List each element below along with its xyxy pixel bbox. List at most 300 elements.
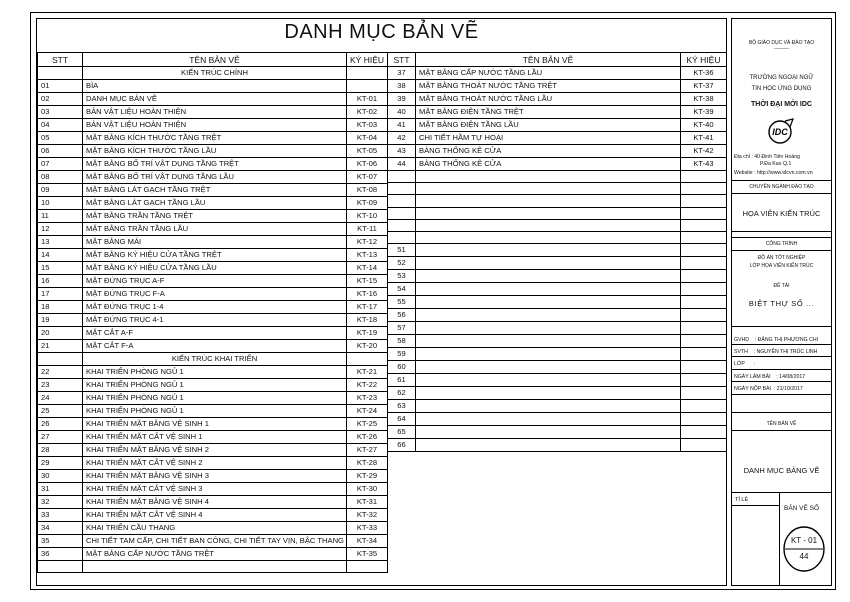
row-name: BẢN VẬT LIỆU HOÀN THIỆN: [83, 119, 347, 132]
lop-row: LỚP :: [734, 361, 755, 367]
row-name: BẢNG THỐNG KÊ CỬA: [416, 158, 681, 171]
row-code: KT-14: [347, 262, 388, 275]
table-row: [388, 400, 727, 413]
table-row: [38, 483, 388, 496]
table-row: [38, 327, 388, 340]
project-line-1: ĐỒ ÁN TỐT NGHIỆP: [757, 255, 806, 261]
row-code: [681, 219, 727, 231]
table-row: [38, 470, 388, 483]
row-name: BẢN VẬT LIỆU HOÀN THIỆN: [83, 106, 347, 119]
row-stt: [388, 207, 416, 219]
row-name: DANH MỤC BẢN VẼ: [83, 93, 347, 106]
table-row: [38, 67, 388, 80]
row-code: KT-13: [347, 249, 388, 262]
row-name: [416, 283, 681, 296]
section-title: KIẾN TRÚC CHÍNH: [83, 67, 347, 80]
row-code: KT-09: [347, 197, 388, 210]
idc-logo: [763, 118, 797, 146]
divider: [779, 492, 780, 586]
row-code: [681, 439, 727, 452]
row-code: KT-21: [347, 366, 388, 379]
logo-text: IDC: [772, 127, 788, 137]
row-code: [681, 361, 727, 374]
header-code: KÝ HIỆU: [347, 53, 388, 67]
row-name: KHAI TRIỂN MẶT CẮT VỆ SINH 4: [83, 509, 347, 522]
row-stt: 08: [38, 171, 83, 184]
drawing-name-label: TÊN BẢN VẼ: [766, 421, 797, 427]
row-stt: 26: [38, 418, 83, 431]
row-code: KT-17: [347, 301, 388, 314]
table-row: [388, 257, 727, 270]
row-code: [681, 244, 727, 257]
divider: [731, 505, 779, 506]
row-name: KHAI TRIỂN MẶT CẮT VỆ SINH 1: [83, 431, 347, 444]
row-name: MẶT BẰNG BỐ TRÍ VẬT DỤNG TẦNG LẦU: [83, 171, 347, 184]
row-code: [681, 270, 727, 283]
header-name: TÊN BẢN VẼ: [416, 53, 681, 67]
table-row: [388, 322, 727, 335]
row-stt: 30: [38, 470, 83, 483]
row-stt: 42: [388, 132, 416, 145]
row-code: KT-43: [681, 158, 727, 171]
divider: [731, 180, 832, 181]
row-name: [416, 426, 681, 439]
row-name: [416, 335, 681, 348]
table-row: [388, 309, 727, 322]
row-name: MẶT BẰNG ĐIỆN TẦNG LẦU: [416, 119, 681, 132]
table-row: [38, 80, 388, 93]
table-row: [38, 301, 388, 314]
row-code: [681, 195, 727, 207]
row-name: MẶT BẰNG KÝ HIỆU CỬA TẦNG LẦU: [83, 262, 347, 275]
table-row: [388, 132, 727, 145]
row-code: KT-29: [347, 470, 388, 483]
divider: [731, 412, 832, 413]
row-stt: 01: [38, 80, 83, 93]
row-code: KT-01: [347, 93, 388, 106]
table-row: [38, 548, 388, 561]
table-row: [38, 93, 388, 106]
row-code: [681, 183, 727, 195]
table-row: [38, 275, 388, 288]
row-stt: 62: [388, 387, 416, 400]
row-name: [416, 270, 681, 283]
row-code: KT-19: [347, 327, 388, 340]
row-code: [681, 426, 727, 439]
row-code: [681, 309, 727, 322]
row-stt: 51: [388, 244, 416, 257]
row-name: [416, 387, 681, 400]
row-name: [416, 183, 681, 195]
gvhd-row: GVHD : ĐẶNG THỊ PHƯƠNG CHI: [734, 337, 819, 343]
row-code: KT-07: [347, 171, 388, 184]
row-code: KT-36: [681, 67, 727, 80]
row-name: CHI TIẾT TAM CẤP, CHI TIẾT BAN CÔNG, CHI TIẾT TAY VỊN, BẬC THANG: [83, 535, 347, 548]
table-row: [38, 262, 388, 275]
row-name: [416, 171, 681, 183]
row-stt: 22: [38, 366, 83, 379]
row-name: KHAI TRIỂN MẶT BẰNG VỆ SINH 2: [83, 444, 347, 457]
row-stt: 55: [388, 296, 416, 309]
divider: [731, 430, 832, 431]
row-stt: 03: [38, 106, 83, 119]
row-name: MẶT BẰNG KÍCH THƯỚC TẦNG LẦU: [83, 145, 347, 158]
project-label: CÔNG TRÌNH: [765, 241, 798, 247]
table-row: [388, 80, 727, 93]
website: Website : http://www.idcvn.com.vn: [734, 170, 813, 176]
row-stt: 31: [38, 483, 83, 496]
row-stt: 28: [38, 444, 83, 457]
row-name: MẶT BẰNG KÍCH THƯỚC TẦNG TRỆT: [83, 132, 347, 145]
table-row: [388, 348, 727, 361]
row-stt: 05: [38, 132, 83, 145]
table-row: [38, 106, 388, 119]
table-row: [388, 158, 727, 171]
row-code: [681, 335, 727, 348]
table-row: [388, 183, 727, 195]
row-code: KT-26: [347, 431, 388, 444]
row-name: MẶT ĐỨNG TRỤC F-A: [83, 288, 347, 301]
address-label: Địa chỉ : 40 Đinh Tiên Hoàng: [734, 154, 801, 160]
row-name: MẶT BẰNG KÝ HIỆU CỬA TẦNG TRỆT: [83, 249, 347, 262]
row-stt: 20: [38, 327, 83, 340]
row-name: [416, 374, 681, 387]
row-code: KT-32: [347, 509, 388, 522]
row-stt: 24: [38, 392, 83, 405]
row-code: KT-38: [681, 93, 727, 106]
divider: [731, 394, 832, 395]
row-code: [681, 387, 727, 400]
row-code: KT-16: [347, 288, 388, 301]
table-row: [38, 197, 388, 210]
row-code: KT-24: [347, 405, 388, 418]
table-row: [38, 210, 388, 223]
table-row: [388, 426, 727, 439]
drawing-list-right: [387, 52, 727, 452]
row-name: [416, 244, 681, 257]
table-row: [38, 379, 388, 392]
divider: [731, 326, 832, 327]
topic-label: ĐỀ TÀI: [773, 283, 790, 289]
divider: [731, 381, 832, 382]
table-row: [38, 340, 388, 353]
row-name: KHAI TRIỂN PHÒNG NGỦ 1: [83, 366, 347, 379]
table-row: [38, 405, 388, 418]
row-code: KT-20: [347, 340, 388, 353]
section-title: KIẾN TRÚC KHAI TRIỂN: [83, 353, 347, 366]
row-stt: 10: [38, 197, 83, 210]
address-line-2: P.Đa Kao Q.1: [760, 161, 792, 167]
row-code: [681, 322, 727, 335]
row-stt: 35: [38, 535, 83, 548]
row-code: KT-03: [347, 119, 388, 132]
table-row: [38, 171, 388, 184]
row-stt: 41: [388, 119, 416, 132]
row-name: [83, 561, 347, 573]
row-code: KT-02: [347, 106, 388, 119]
row-stt: 15: [38, 262, 83, 275]
row-code: [347, 80, 388, 93]
table-row: [38, 288, 388, 301]
table-row: [38, 249, 388, 262]
row-code: KT-34: [347, 535, 388, 548]
row-stt: 27: [38, 431, 83, 444]
row-code: KT-37: [681, 80, 727, 93]
sheet-label: BẢN VẼ SỐ: [784, 505, 820, 512]
table-row: [388, 361, 727, 374]
table-row: [388, 93, 727, 106]
table-row: [388, 106, 727, 119]
row-name: [416, 400, 681, 413]
divider: [731, 492, 832, 493]
table-row: [38, 236, 388, 249]
table-row: [388, 374, 727, 387]
table-row: [388, 219, 727, 231]
divider: [731, 344, 832, 345]
row-code: [681, 231, 727, 243]
row-stt: [38, 561, 83, 573]
table-row: [38, 132, 388, 145]
row-code: KT-40: [681, 119, 727, 132]
row-stt: 58: [388, 335, 416, 348]
table-row: [38, 392, 388, 405]
row-name: MẶT BẰNG LÁT GẠCH TẦNG LẦU: [83, 197, 347, 210]
row-name: BÌA: [83, 80, 347, 93]
row-stt: 36: [38, 548, 83, 561]
row-stt: 43: [388, 145, 416, 158]
school-line-1: TRƯỜNG NGOẠI NGỮ: [749, 75, 814, 81]
row-name: KHAI TRIỂN CẦU THANG: [83, 522, 347, 535]
row-stt: 13: [38, 236, 83, 249]
row-stt: 25: [38, 405, 83, 418]
sheet-total: 44: [799, 552, 809, 561]
school-line-2: TIN HỌC ỨNG DỤNG: [751, 86, 812, 92]
row-code: KT-18: [347, 314, 388, 327]
row-code: KT-25: [347, 418, 388, 431]
table-row: [38, 223, 388, 236]
row-name: KHAI TRIỂN PHÒNG NGỦ 1: [83, 392, 347, 405]
table-row: [388, 145, 727, 158]
svth-row: SVTH : NGUYỄN THỊ TRÚC LINH: [734, 349, 818, 355]
row-name: MẶT BẰNG TRẦN TẦNG TRỆT: [83, 210, 347, 223]
header-code: KÝ HIỆU: [681, 53, 727, 67]
row-stt: 29: [38, 457, 83, 470]
row-stt: [38, 353, 83, 366]
row-name: MẶT BẰNG ĐIỆN TẦNG TRỆT: [416, 106, 681, 119]
divider: [731, 250, 832, 251]
row-stt: [388, 195, 416, 207]
submit-date-row: NGÀY NỘP BÀI : 21/10/2017: [734, 386, 803, 392]
row-name: [416, 257, 681, 270]
row-name: KHAI TRIỂN MẶT CẮT VỆ SINH 2: [83, 457, 347, 470]
row-name: KHAI TRIỂN MẶT BẰNG VỆ SINH 4: [83, 496, 347, 509]
divider: [731, 193, 832, 194]
row-stt: 34: [38, 522, 83, 535]
table-row: [388, 195, 727, 207]
sheet-number-circle: [782, 525, 826, 573]
row-code: [347, 561, 388, 573]
row-code: [681, 413, 727, 426]
divider: [731, 237, 832, 238]
divider: [731, 231, 832, 232]
row-stt: 39: [388, 93, 416, 106]
row-name: KHAI TRIỂN PHÒNG NGỦ 1: [83, 379, 347, 392]
project-line-2: LỚP HỌA VIÊN KIẾN TRÚC: [749, 263, 814, 269]
school-line-3: THỜI ĐẠI MỚI IDC: [751, 101, 812, 108]
row-code: KT-05: [347, 145, 388, 158]
table-row: [38, 353, 388, 366]
row-name: MẶT BẰNG BỐ TRÍ VẬT DỤNG TẦNG TRỆT: [83, 158, 347, 171]
row-code: [681, 374, 727, 387]
row-name: MẶT BẰNG THOÁT NƯỚC TẦNG TRỆT: [416, 80, 681, 93]
row-stt: 12: [38, 223, 83, 236]
row-stt: [388, 219, 416, 231]
major-label: CHUYÊN NGÀNH ĐÀO TẠO: [749, 184, 814, 190]
row-code: [681, 296, 727, 309]
row-name: MẶT BẰNG THOÁT NƯỚC TẦNG LẦU: [416, 93, 681, 106]
row-stt: 32: [38, 496, 83, 509]
row-stt: 65: [388, 426, 416, 439]
table-row: [38, 522, 388, 535]
table-row: [38, 535, 388, 548]
row-name: [416, 195, 681, 207]
row-name: [416, 219, 681, 231]
row-name: MẶT ĐỨNG TRỤC A-F: [83, 275, 347, 288]
row-stt: 06: [38, 145, 83, 158]
row-name: [416, 361, 681, 374]
row-name: [416, 413, 681, 426]
row-code: KT-35: [347, 548, 388, 561]
row-stt: [38, 67, 83, 80]
table-row: [388, 231, 727, 243]
table-row: [388, 67, 727, 80]
row-code: [681, 207, 727, 219]
row-name: [416, 439, 681, 452]
sheet-code: KT - 01: [790, 536, 818, 545]
table-row: [38, 561, 388, 573]
row-code: KT-22: [347, 379, 388, 392]
row-name: KHAI TRIỂN PHÒNG NGỦ 1: [83, 405, 347, 418]
row-code: [681, 171, 727, 183]
row-stt: 63: [388, 400, 416, 413]
divider: [731, 369, 832, 370]
table-row: [38, 496, 388, 509]
table-row: [38, 366, 388, 379]
table-row: [388, 387, 727, 400]
row-name: [416, 296, 681, 309]
row-name: KHAI TRIỂN MẶT CẮT VỆ SINH 3: [83, 483, 347, 496]
drawing-list-left: [37, 52, 388, 573]
row-stt: 64: [388, 413, 416, 426]
row-name: KHAI TRIỂN MẶT BẰNG VỆ SINH 1: [83, 418, 347, 431]
row-code: [681, 348, 727, 361]
major-value: HỌA VIÊN KIẾN TRÚC: [742, 209, 821, 218]
table-header-row: [38, 53, 388, 67]
row-stt: 33: [38, 509, 83, 522]
row-code: [681, 257, 727, 270]
row-stt: 52: [388, 257, 416, 270]
table-row: [388, 439, 727, 452]
row-name: [416, 309, 681, 322]
header-name: TÊN BẢN VẼ: [83, 53, 347, 67]
row-stt: 38: [388, 80, 416, 93]
row-code: KT-30: [347, 483, 388, 496]
scale-label: TỈ LỆ: [735, 497, 749, 503]
row-name: MẶT CẮT A-F: [83, 327, 347, 340]
row-stt: 17: [38, 288, 83, 301]
divider: [731, 356, 832, 357]
row-name: MẶT BẰNG TRẦN TẦNG LẦU: [83, 223, 347, 236]
row-code: KT-12: [347, 236, 388, 249]
row-code: KT-28: [347, 457, 388, 470]
row-code: KT-11: [347, 223, 388, 236]
row-code: KT-39: [681, 106, 727, 119]
row-code: KT-08: [347, 184, 388, 197]
ministry-underline: ---------: [774, 46, 789, 52]
row-stt: 66: [388, 439, 416, 452]
row-code: [347, 67, 388, 80]
table-row: [388, 270, 727, 283]
row-stt: 57: [388, 322, 416, 335]
row-name: KHAI TRIỂN MẶT BẰNG VỆ SINH 3: [83, 470, 347, 483]
row-name: [416, 231, 681, 243]
row-stt: 61: [388, 374, 416, 387]
row-name: MẶT CẮT F-A: [83, 340, 347, 353]
table-row: [388, 296, 727, 309]
table-header-row: [388, 53, 727, 67]
row-code: KT-10: [347, 210, 388, 223]
row-stt: 16: [38, 275, 83, 288]
row-stt: 56: [388, 309, 416, 322]
table-row: [38, 431, 388, 444]
table-row: [38, 314, 388, 327]
topic-value: BIỆT THỰ SỐ ...: [748, 299, 815, 308]
drawing-name-value: DANH MỤC BẢNG VẼ: [743, 466, 820, 475]
table-row: [388, 335, 727, 348]
row-stt: 02: [38, 93, 83, 106]
header-stt: STT: [38, 53, 83, 67]
row-stt: 04: [38, 119, 83, 132]
row-stt: 60: [388, 361, 416, 374]
row-stt: [388, 183, 416, 195]
table-row: [38, 145, 388, 158]
row-code: KT-41: [681, 132, 727, 145]
row-stt: 53: [388, 270, 416, 283]
ministry-label: BỘ GIÁO DỤC VÀ ĐÀO TẠO: [748, 40, 815, 46]
table-row: [38, 509, 388, 522]
row-code: KT-23: [347, 392, 388, 405]
row-code: KT-42: [681, 145, 727, 158]
row-stt: 11: [38, 210, 83, 223]
table-row: [38, 457, 388, 470]
row-name: MẶT BẰNG LÁT GẠCH TẦNG TRỆT: [83, 184, 347, 197]
row-name: CHI TIẾT HẦM TỰ HOẠI: [416, 132, 681, 145]
row-stt: 19: [38, 314, 83, 327]
row-name: BẢNG THỐNG KÊ CỬA: [416, 145, 681, 158]
row-code: KT-15: [347, 275, 388, 288]
page-title: DANH MỤC BẢN VẼ: [284, 21, 479, 43]
table-row: [38, 158, 388, 171]
row-stt: 18: [38, 301, 83, 314]
row-code: [347, 353, 388, 366]
table-row: [38, 119, 388, 132]
row-code: [681, 283, 727, 296]
row-stt: 14: [38, 249, 83, 262]
table-row: [388, 207, 727, 219]
table-row: [388, 283, 727, 296]
row-stt: 54: [388, 283, 416, 296]
row-stt: 59: [388, 348, 416, 361]
